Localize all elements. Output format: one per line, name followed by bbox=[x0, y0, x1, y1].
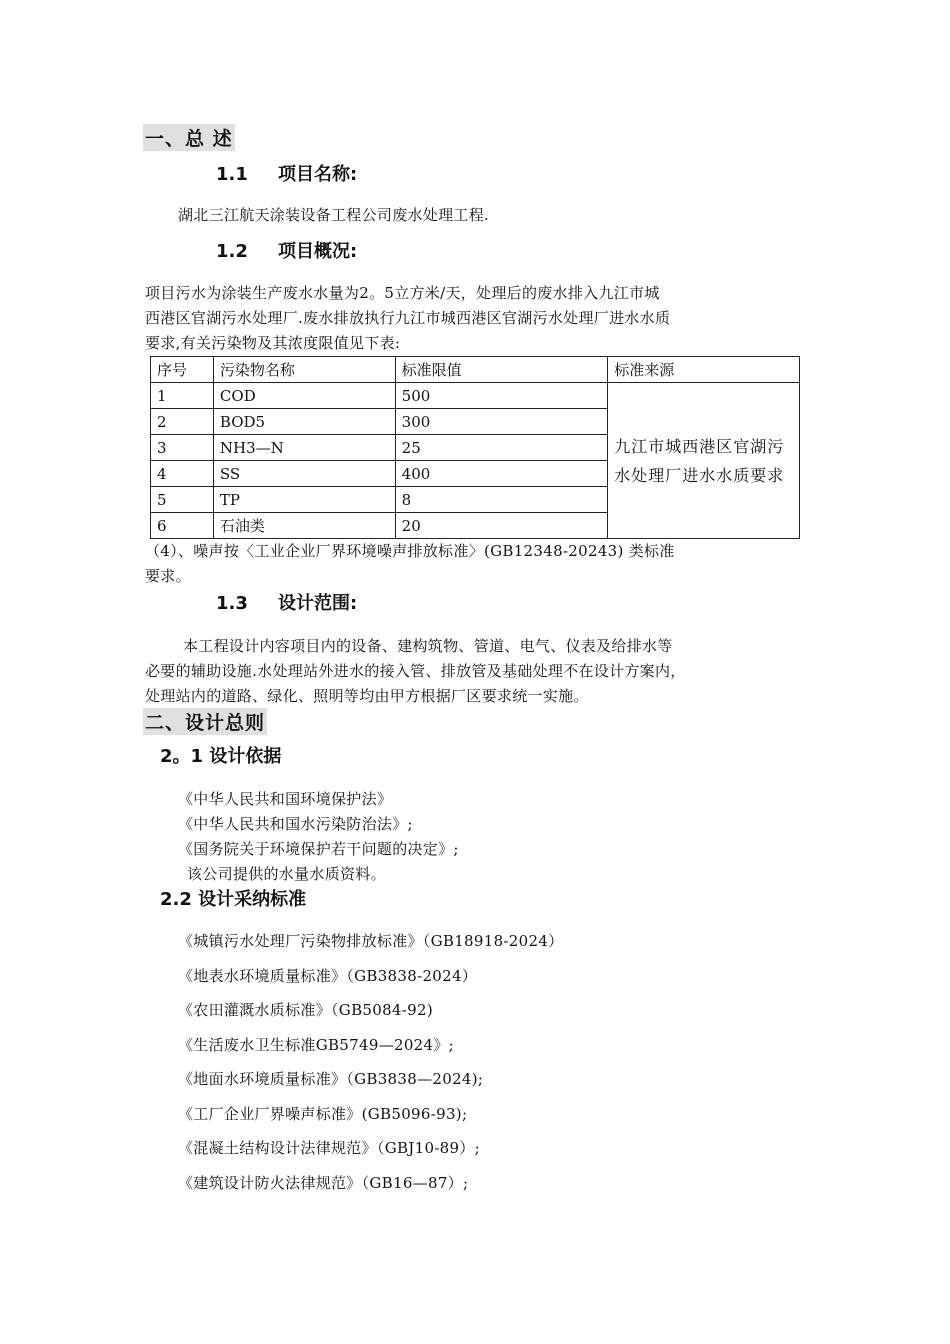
noise-line: 要求。 bbox=[145, 567, 191, 585]
cell-limit: 400 bbox=[395, 461, 608, 487]
standards-list bbox=[178, 929, 563, 1205]
standard-item: 《混凝土结构设计法律规范》（GBJ10-89）; bbox=[178, 1139, 481, 1157]
cell-limit: 300 bbox=[395, 409, 608, 435]
basis-item: 《中华人民共和国环境保护法》 bbox=[178, 790, 393, 808]
header-serial: 序号 bbox=[151, 357, 214, 383]
cell-pollutant: COD bbox=[213, 383, 395, 409]
cell-limit: 20 bbox=[395, 513, 608, 539]
cell-limit: 500 bbox=[395, 383, 608, 409]
standard-item: 《生活废水卫生标准GB5749—2024》; bbox=[178, 1035, 455, 1054]
section-1-heading: 一、总 述 bbox=[143, 124, 235, 151]
cell-pollutant: 石油类 bbox=[213, 513, 395, 539]
subheading-1-3 bbox=[216, 589, 357, 615]
standard-item: 《建筑设计防火法律规范》（GB16—87）; bbox=[178, 1173, 469, 1192]
table-header-row bbox=[151, 357, 800, 383]
table-row bbox=[151, 383, 800, 409]
cell-serial: 4 bbox=[151, 461, 214, 487]
subheading-1-2 bbox=[216, 237, 357, 263]
cell-source: 九江市城西港区官湖污水处理厂进水水质要求 bbox=[608, 383, 800, 539]
project-name-text: 湖北三江航天涂装设备工程公司废水处理工程. bbox=[178, 206, 490, 224]
subheading-1-3-title: 设计范围: bbox=[278, 593, 358, 614]
overview-line: 要求,有关污染物及其浓度限值见下表: bbox=[145, 334, 401, 352]
cell-serial: 5 bbox=[151, 487, 214, 513]
cell-pollutant: BOD5 bbox=[213, 409, 395, 435]
scope-line: 处理站内的道路、绿化、照明等均由甲方根据厂区要求统一实施。 bbox=[145, 687, 589, 705]
overview-paragraph bbox=[145, 281, 670, 356]
overview-line: 西港区官湖污水处理厂.废水排放执行九江市城西港区官湖污水处理厂进水水质 bbox=[145, 309, 671, 327]
standard-item: 《地表水环境质量标准》（GB3838-2024） bbox=[178, 966, 478, 985]
subheading-1-1 bbox=[216, 160, 357, 186]
cell-pollutant: SS bbox=[213, 461, 395, 487]
cell-limit: 8 bbox=[395, 487, 608, 513]
cell-pollutant: NH3—N bbox=[213, 435, 395, 461]
subheading-1-2-number: 1.2 bbox=[216, 241, 248, 262]
cell-serial: 2 bbox=[151, 409, 214, 435]
scope-line: 本工程设计内容项目内的设备、建构筑物、管道、电气、仪表及给排水等 bbox=[183, 637, 673, 655]
scope-paragraph bbox=[145, 634, 686, 709]
design-basis-list bbox=[178, 787, 459, 887]
subheading-2-2: 2.2 设计采纳标准 bbox=[160, 889, 307, 910]
subheading-1-1-title: 项目名称: bbox=[278, 164, 358, 185]
cell-limit: 25 bbox=[395, 435, 608, 461]
basis-item: 《中华人民共和国水污染防治法》; bbox=[178, 815, 413, 833]
cell-serial: 1 bbox=[151, 383, 214, 409]
cell-serial: 6 bbox=[151, 513, 214, 539]
standard-item: 《农田灌溉水质标准》（GB5084-92) bbox=[178, 1001, 433, 1019]
header-source: 标准来源 bbox=[608, 357, 800, 383]
header-pollutant: 污染物名称 bbox=[213, 357, 395, 383]
header-limit: 标准限值 bbox=[395, 357, 608, 383]
basis-item: 《国务院关于环境保护若干问题的决定》; bbox=[178, 840, 459, 858]
subheading-1-1-number: 1.1 bbox=[216, 164, 248, 185]
basis-item: 该公司提供的水量水质资料。 bbox=[187, 865, 386, 883]
pollutant-limits-table bbox=[150, 356, 800, 539]
noise-line: （4）、噪声按〈工业企业厂界环境噪声排放标准〉(GB12348-20243) 类标准 bbox=[145, 542, 675, 560]
section-2-heading: 二、设计总则 bbox=[143, 708, 267, 735]
subheading-1-2-title: 项目概况: bbox=[278, 241, 358, 262]
standard-item: 《地面水环境质量标准》（GB3838—2024); bbox=[178, 1070, 484, 1088]
overview-line: 项目污水为涂装生产废水水量为2。5立方米/天，处理后的废水排入九江市城 bbox=[145, 284, 660, 302]
subheading-2-1: 2。1 设计依据 bbox=[160, 746, 282, 767]
standard-item: 《城镇污水处理厂污染物排放标准》（GB18918-2024） bbox=[178, 932, 564, 950]
cell-serial: 3 bbox=[151, 435, 214, 461]
subheading-1-3-number: 1.3 bbox=[216, 593, 248, 614]
cell-pollutant: TP bbox=[213, 487, 395, 513]
standard-item: 《工厂企业厂界噪声标准》(GB5096-93); bbox=[178, 1104, 468, 1123]
noise-standard-paragraph bbox=[145, 539, 675, 589]
scope-line: 必要的辅助设施.水处理站外进水的接入管、排放管及基础处理不在设计方案内， bbox=[145, 662, 686, 680]
